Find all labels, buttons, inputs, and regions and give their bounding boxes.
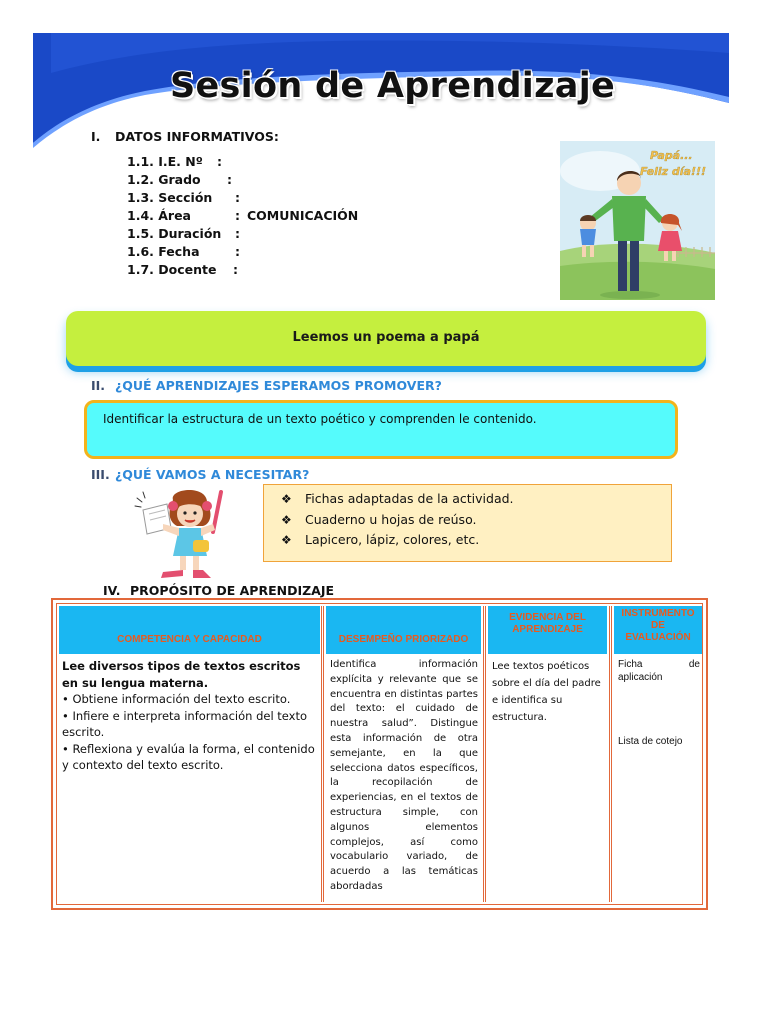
section-title: DATOS INFORMATIVOS: [115, 129, 279, 144]
info-colon: : [227, 172, 232, 187]
info-row-ie [127, 154, 221, 172]
info-colon: : [235, 208, 240, 223]
capacidad-item: • Obtiene información del texto escrito. [62, 692, 291, 706]
column-header-instrumento: INSTRUMENTO DE EVALUACIÓN [614, 606, 702, 654]
info-row-docente [127, 262, 238, 280]
page-title: Sesión de Aprendizaje [170, 66, 616, 106]
section-title: ¿QUÉ VAMOS A NECESITAR? [115, 467, 310, 482]
section-number: III. [91, 467, 110, 482]
section-number: I. [91, 129, 101, 144]
column-header-competencia: COMPETENCIA Y CAPACIDAD [59, 606, 320, 654]
info-label: 1.1. I.E. Nº [127, 154, 203, 169]
section-number: IV. [103, 583, 121, 598]
materials-item [281, 532, 479, 547]
info-label: 1.6. Fecha [127, 244, 200, 259]
illustration-caption: Papá... [650, 149, 693, 162]
proposito-table [51, 598, 708, 910]
capacidad-item: • Reflexiona y evalúa la forma, el contenido y contexto del texto escrito. [62, 741, 315, 772]
fathers-day-illustration [560, 141, 715, 300]
capacidad-item: • Infiere e interpreta información del texto escrito. [62, 708, 308, 739]
column-divider [483, 606, 486, 902]
girl-illustration [133, 484, 238, 580]
info-row-duracion [127, 226, 240, 244]
materials-item [281, 512, 476, 527]
section-aprendizajes-heading [91, 378, 442, 393]
info-row-fecha [127, 244, 240, 262]
instrumento-cell [618, 658, 700, 748]
aprendizajes-box [84, 400, 678, 459]
info-row-area [127, 208, 359, 226]
materials-box [263, 484, 672, 562]
desempeno-cell: Identifica información explícita y relevante que se encuentra en distintas partes del texto: el cuidado de nuestra salud”. Distingue esta información de otra semejante, en la que selecciona datos específicos, la recopilación de experiencias, en el textos de estructura simple, con algunos elementos complejos, así como vocabulario variado, de acuerdo a las temáticas abordadas [330, 659, 478, 892]
info-label: 1.5. Duración [127, 226, 222, 241]
materials-item-text: Lapicero, lápiz, colores, etc. [305, 532, 480, 547]
evidencia-cell: Lee textos poéticos sobre el día del padre e identifica su estructura. [492, 661, 601, 723]
competencia-title: Lee diversos tipos de textos escritos en su lengua materna. [62, 659, 301, 690]
materials-item-text: Cuaderno u hojas de reúso. [305, 512, 477, 527]
info-colon: : [217, 154, 222, 169]
info-label: 1.2. Grado [127, 172, 201, 187]
column-divider [609, 606, 612, 902]
column-header-desempeno: DESEMPEÑO PRIORIZADO [326, 606, 481, 654]
section-title: ¿QUÉ APRENDIZAJES ESPERAMOS PROMOVER? [115, 378, 442, 393]
competencia-cell [62, 658, 317, 774]
section-necesitar-heading [91, 467, 309, 482]
illustration-caption: Feliz día!!! [640, 165, 707, 178]
section-number: II. [91, 378, 106, 393]
section-proposito-heading [103, 583, 334, 598]
instrumento-item: Lista de cotejo [618, 736, 683, 747]
table-frame [56, 603, 703, 905]
materials-item [281, 491, 514, 506]
info-row-grado [127, 172, 232, 190]
info-colon: : [235, 190, 240, 205]
column-header-evidencia: EVIDENCIA DEL APRENDIZAJE [488, 606, 607, 654]
column-divider [321, 606, 324, 902]
info-colon: : [235, 244, 240, 259]
diamond-bullet-icon: ❖ [281, 533, 292, 547]
info-row-seccion [127, 190, 240, 208]
diamond-bullet-icon: ❖ [281, 492, 292, 506]
diamond-bullet-icon: ❖ [281, 513, 292, 527]
section-title: PROPÓSITO DE APRENDIZAJE [130, 583, 335, 598]
section-datos-heading [91, 129, 279, 144]
lesson-title: Leemos un poema a papá [292, 330, 480, 345]
materials-item-text: Fichas adaptadas de la actividad. [305, 491, 514, 506]
aprendizajes-text: Identificar la estructura de un texto poético y comprenden le contenido. [103, 412, 537, 426]
info-colon: : [233, 262, 238, 277]
info-list [127, 154, 359, 280]
info-colon: : [235, 226, 240, 241]
lesson-title-box [66, 311, 706, 366]
info-label: 1.7. Docente [127, 262, 217, 277]
instrumento-item: Ficha de aplicación [618, 659, 700, 683]
info-label: 1.4. Área [127, 208, 191, 223]
info-value-area: COMUNICACIÓN [247, 208, 359, 223]
info-label: 1.3. Sección [127, 190, 213, 205]
